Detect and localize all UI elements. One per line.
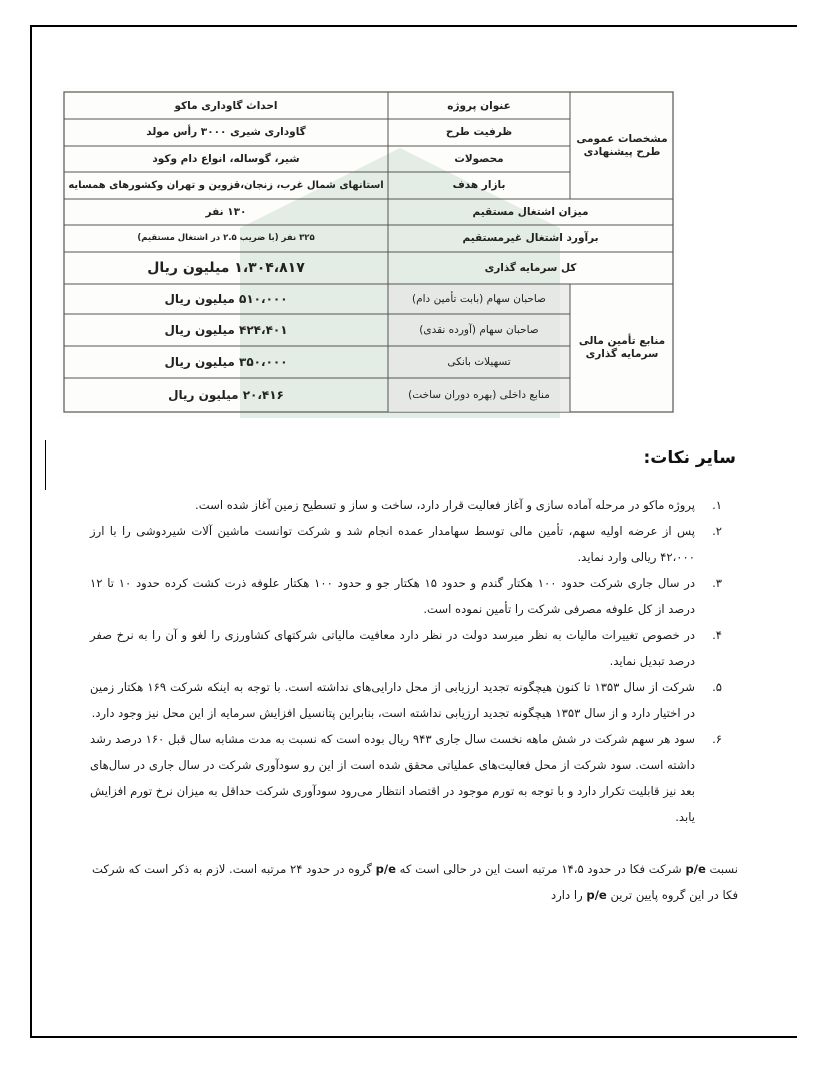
label-target-market: بازار هدف (452, 179, 506, 192)
ratio-text-1: نسبت (705, 862, 738, 876)
value-indirect-employment: ۳۲۵ نفر (با ضریب ۲.۵ در اشتغال مستقیم) (137, 233, 315, 244)
value-bank-facilities: ۳۵۰،۰۰۰ میلیون ریال (164, 354, 288, 369)
text-cursor (45, 440, 46, 490)
value-shareholders-cash: ۴۲۴،۴۰۱ میلیون ریال (164, 322, 288, 337)
label-shareholders-livestock: صاحبان سهام (بابت تأمین دام) (412, 292, 546, 305)
label-project-title: عنوان پروژه (447, 99, 511, 112)
value-capacity: گاوداری شیری ۳۰۰۰ رأس مولد (146, 126, 306, 139)
ratio-text-4: را دارد (551, 888, 587, 902)
list-item (90, 726, 722, 830)
ratio-text-3: گروه در حدود ۲۴ مرتبه است. لازم به ذکر است که شرکت فکا در این گروه پایین ترین (91, 862, 738, 902)
list-item (90, 674, 722, 726)
value-total-investment: ۱،۳۰۴،۸۱۷ میلیون ریال (147, 259, 305, 276)
value-project-title: احداث گاوداری ماکو (174, 99, 278, 112)
label-bank-facilities: تسهیلات بانکی (447, 355, 511, 368)
item-text: شرکت از سال ۱۳۵۳ تا کنون هیچگونه تجدید ارزیابی از محل دارایی‌های نداشته است. با توجه به اینکه شرکت ۱۶۹ هکتار زمین در اختیار دارد و از سال ۱۳۵۳ هیچگونه تجدید ارزیابی نداشته است، بنابراین پتانسیل افزایش سرمایه از این محل نیز وجود دارد. (90, 680, 696, 720)
label-direct-employment: میزان اشتغال مستقیم (472, 205, 589, 218)
project-spec-table-image (60, 88, 678, 418)
item-text: در خصوص تغییرات مالیات به نظر میرسد دولت در نظر دارد معافیت مالیاتی شرکتهای کشاورزی را لغو و آن را به نرخ صفر درصد تبدیل نماید. (90, 628, 695, 668)
item-text: پروژه ماکو در مرحله آماده سازی و آغاز فعالیت قرار دارد، ساخت و ساز و تسطیح زمین آغاز شده است. (195, 498, 695, 512)
label-products: محصولات (454, 152, 504, 165)
page-frame-left (30, 25, 32, 1037)
group-header-finance: منابع تأمین مالی سرمایه گذاری (578, 335, 666, 360)
item-number: ۱. (712, 498, 722, 512)
item-text: پس از عرضه اولیه سهم، تأمین مالی توسط سهامدار عمده انجام شد و شرکت توانست ماشین آلات شیردوشی را با ارز ۴۲،۰۰۰ ریالی وارد نماید. (90, 524, 695, 564)
value-products: شیر، گوساله، انواع دام وکود (152, 152, 300, 165)
item-number: ۲. (712, 524, 722, 538)
group-header-general: مشخصات عمومی طرح پیشنهادی (576, 132, 668, 158)
list-item (90, 570, 722, 622)
pe-term: p/e (375, 862, 396, 876)
value-target-market: استانهای شمال غرب، زنجان،قزوین و تهران وکشورهای همسایه (68, 179, 384, 191)
notes-list (90, 492, 722, 830)
label-internal-resources: منابع داخلی (بهره دوران ساخت) (408, 388, 550, 401)
pe-ratio-paragraph (90, 856, 738, 908)
item-number: ۵. (712, 680, 722, 694)
label-shareholders-cash: صاحبان سهام (آورده نقدی) (419, 323, 539, 336)
page-frame-top (30, 25, 797, 27)
value-internal-resources: ۲۰،۴۱۶ میلیون ریال (168, 387, 284, 402)
item-number: ۴. (712, 628, 722, 642)
ratio-text-2: شرکت فکا در حدود ۱۴،۵ مرتبه است این در حالی است که (395, 862, 686, 876)
item-number: ۳. (712, 576, 722, 590)
item-number: ۶. (712, 732, 722, 746)
label-capacity: ظرفیت طرح (445, 126, 513, 139)
pe-term: p/e (586, 888, 607, 902)
list-item (90, 518, 722, 570)
item-text: سود هر سهم شرکت در شش ماهه نخست سال جاری ۹۴۳ ریال بوده است که نسبت به مدت مشابه سال قبل ۱۶۰ درصد رشد داشته است. سود شرکت از محل فعالیت‌های عملیاتی محقق شده است از این رو سودآوری شرکت در سال جاری در سال‌های بعد نیز قابلیت تکرار دارد و با توجه به تورم موجود در اقتصاد انتظار می‌رود سودآوری شرکت حداقل به میزان نرخ تورم افزایش یابد. (90, 732, 695, 824)
item-text: در سال جاری شرکت حدود ۱۰۰ هکتار گندم و حدود ۱۵ هکتار جو و حدود ۱۰۰ هکتار علوفه ذرت کشت کرده حدود ۱۰ تا ۱۲ درصد از کل علوفه مصرفی شرکت را تأمین نموده است. (90, 576, 696, 616)
list-item (90, 622, 722, 674)
section-heading: سایر نکات: (643, 448, 736, 468)
value-direct-employment: ۱۳۰ نفر (205, 205, 247, 218)
page-frame-bottom (30, 1036, 797, 1038)
value-shareholders-livestock: ۵۱۰،۰۰۰ میلیون ریال (164, 291, 288, 306)
label-total-investment: کل سرمایه گذاری (484, 261, 577, 274)
label-indirect-employment: برآورد اشتغال غیرمستقیم (462, 232, 599, 245)
list-item (90, 492, 722, 518)
pe-term: p/e (685, 862, 706, 876)
